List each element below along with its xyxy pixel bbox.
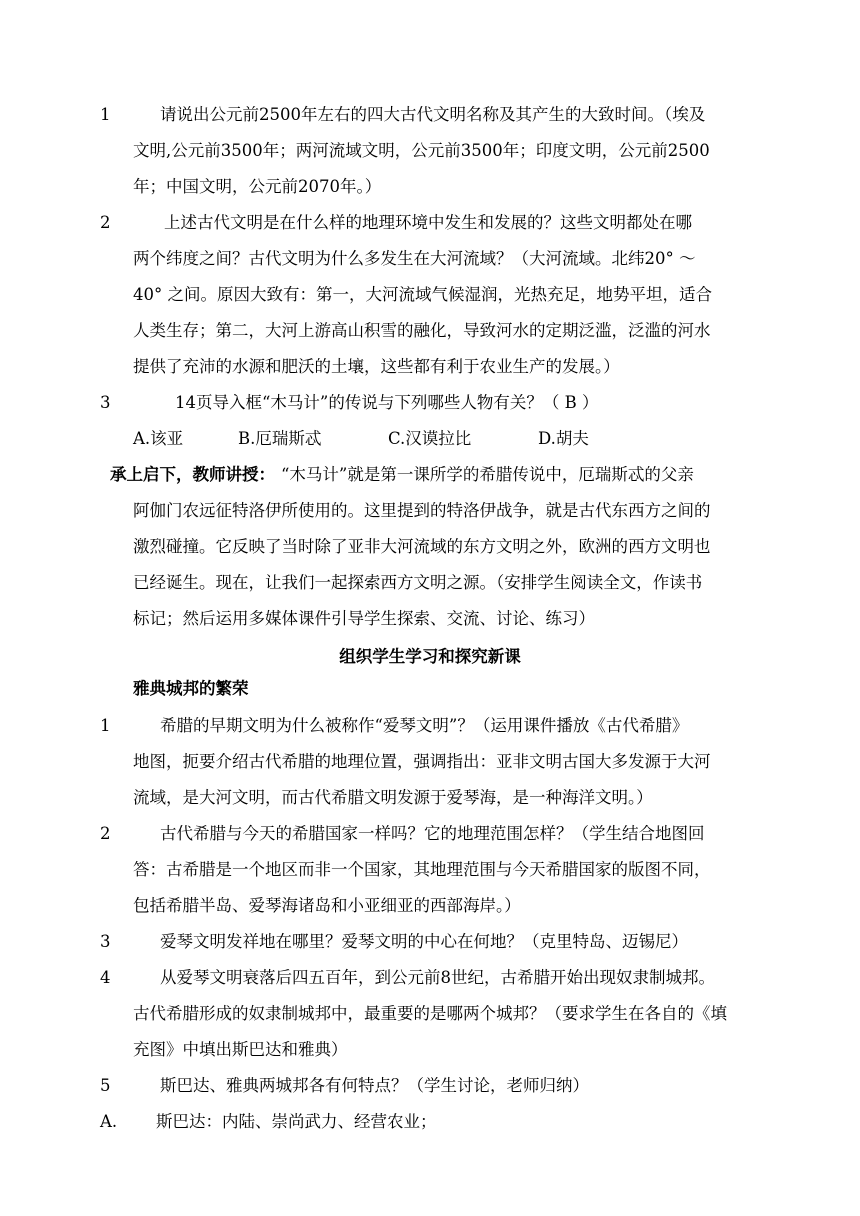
- item-text: 从爱琴文明衰落后四五百年，到公元前8世纪，古希腊开始出现奴隶制城邦。: [160, 968, 715, 987]
- item-label: A.: [100, 1112, 118, 1131]
- lecture-text: 阿伽门农远征特洛伊所使用的。这里提到的特洛伊战争，就是古代东西方之间的: [133, 501, 711, 520]
- question-text: 提供了充沛的水源和肥沃的土壤，这些都有利于农业生产的发展。）: [133, 357, 620, 376]
- question-number: 1: [100, 105, 111, 124]
- item-number: 2: [100, 824, 111, 843]
- lecture-text: 激烈碰撞。它反映了当时除了亚非大河流域的东方文明之外，欧洲的西方文明也: [133, 537, 711, 556]
- question-text: 14页导入框“木马计”的传说与下列哪些人物有关？（ B ）: [175, 393, 599, 412]
- lecture-text: 已经诞生。现在，让我们一起探索西方文明之源。（安排学生阅读全文，作读书: [133, 573, 703, 592]
- option-b: B.厄瑞斯忒: [238, 429, 322, 448]
- option-c: C.汉谟拉比: [388, 429, 472, 448]
- question-text: 两个纬度之间？古代文明为什么多发生在大河流域？（大河流域。北纬20° ～: [133, 249, 696, 268]
- question-text: 人类生存；第二，大河上游高山积雪的融化，导致河水的定期泛滥，泛滥的河水: [133, 321, 711, 340]
- item-number: 3: [100, 932, 111, 951]
- item-text: 斯巴达、雅典两城邦各有何特点？（学生讨论，老师归纳）: [160, 1076, 589, 1095]
- question-text: 年；中国文明，公元前2070年。）: [133, 177, 382, 196]
- item-text: 古代希腊形成的奴隶制城邦中，最重要的是哪两个城邦？（要求学生在各自的《填: [133, 1004, 727, 1023]
- question-text: 40° 之间。原因大致有：第一，大河流域气候湿润，光热充足，地势平坦，适合: [133, 285, 712, 304]
- lecture-text: “木马计”就是第一课所学的希腊传说中，厄瑞斯忒的父亲: [281, 465, 694, 484]
- section-title: 组织学生学习和探究新课: [339, 647, 521, 666]
- option-d: D.胡夫: [538, 429, 589, 448]
- question-number: 3: [100, 393, 111, 412]
- item-text: 爱琴文明发祥地在哪里？爱琴文明的中心在何地？（克里特岛、迈锡尼）: [160, 932, 688, 951]
- item-number: 5: [100, 1076, 111, 1095]
- subsection-title: 雅典城邦的繁荣: [133, 679, 249, 698]
- item-text: 包括希腊半岛、爱琴海诸岛和小亚细亚的西部海岸。）: [133, 896, 521, 915]
- question-text: 请说出公元前2500年左右的四大古代文明名称及其产生的大致时间。（埃及: [160, 105, 706, 124]
- item-text: 地图，扼要介绍古代希腊的地理位置，强调指出：亚非文明古国大多发源于大河: [133, 752, 711, 771]
- question-text: 文明,公元前3500年；两河流域文明，公元前3500年；印度文明，公元前2500: [133, 141, 710, 160]
- item-text: 古代希腊与今天的希腊国家一样吗？它的地理范围怎样？（学生结合地图回: [160, 824, 705, 843]
- item-text: 流域，是大河文明，而古代希腊文明发源于爱琴海，是一种海洋文明。）: [133, 788, 653, 807]
- question-text: 上述古代文明是在什么样的地理环境中发生和发展的？这些文明都处在哪: [164, 213, 692, 232]
- item-text: 希腊的早期文明为什么被称作“爱琴文明”？（运用课件播放《古代希腊》: [160, 716, 689, 735]
- item-number: 1: [100, 716, 111, 735]
- item-text: 答：古希腊是一个地区而非一个国家，其地理范围与今天希腊国家的版图不同，: [133, 860, 711, 879]
- lecture-text: 标记；然后运用多媒体课件引导学生探索、交流、讨论、练习）: [133, 609, 595, 628]
- option-a: A.该亚: [133, 429, 184, 448]
- item-number: 4: [100, 968, 111, 987]
- item-text: 充图》中填出斯巴达和雅典）: [133, 1040, 348, 1059]
- item-text: 斯巴达：内陆、崇尚武力、经营农业；: [156, 1112, 437, 1131]
- question-number: 2: [100, 213, 111, 232]
- lecture-label: 承上启下，教师讲授：: [110, 465, 275, 484]
